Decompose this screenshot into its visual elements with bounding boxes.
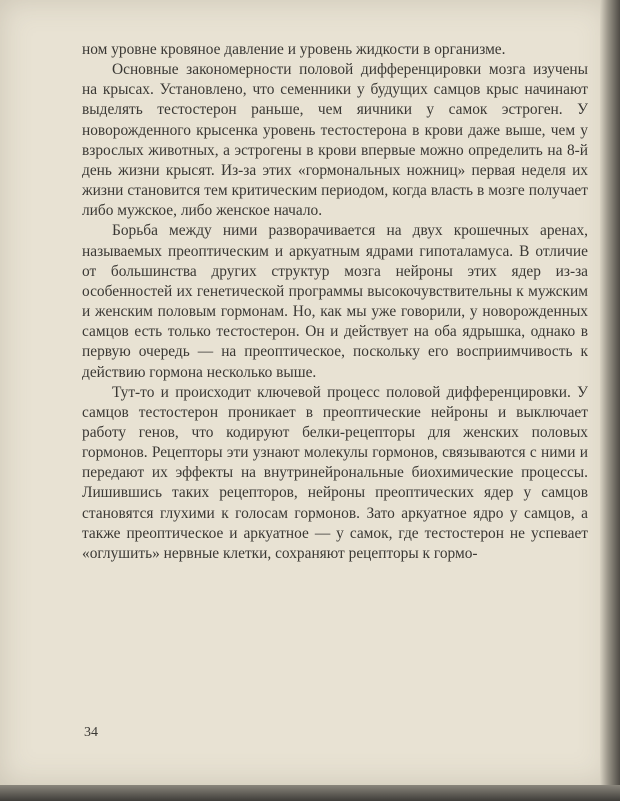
paragraph-3: Борьба между ними разворачивается на двух крошечных аренах, называемых преоптическим и аркуатным ядрами гипоталамуса. В отличие от большинства других структур мозга нейроны этих ядер из-за особенностей их генетической программы высокочувствительны к мужским и женским половым гормонам. Но, как мы уже говорили, у новорожденных самцов есть только тестостерон. Он и действует на оба ядрышка, однако в первую очередь — на преоптическое, поскольку его восприимчивость к действию гормона несколько выше. (82, 222, 588, 381)
paragraph-4: Тут-то и происходит ключевой процесс половой дифференцировки. У самцов тестостерон проникает в преоптические нейроны и выключает работу генов, что кодируют белки-рецепторы для женских половых гормонов. Рецепторы эти узнают молекулы гормонов, связываются с ними и передают их эффекты на внутринейрональные биохимические процессы. Лишившись таких рецепторов, нейроны преоптических ядер у самцов становятся глухими к голосам гормонов. Зато аркуатное ядро у самцов, а также преоптическое и аркуатное — у самок, где тестостерон не успевает «оглушить» нервные клетки, сохраняют рецепторы к гормо- (82, 383, 588, 562)
page-edge-shadow (600, 0, 620, 801)
paragraph-2: Основные закономерности половой дифференцировки мозга изучены на крысах. Установлено, что семенники у будущих самцов крыс начинают выделять тестостерон раньше, чем яичники у самок эстроген. У новорожденного крысенка уровень тестостерона в крови даже выше, чем у взрослых животных, а эстрогены в крови впервые можно определить на 8-й день жизни крысят. Из-за этих «гормональных ножниц» первая неделя их жизни становится тем критическим периодом, когда власть в мозге получает либо мужское, либо женское начало. (82, 61, 588, 220)
paragraph-1: ном уровне кровяное давление и уровень жидкости в организме. (82, 41, 506, 58)
page-number: 34 (84, 725, 98, 740)
body-text (82, 40, 588, 564)
scanner-bottom-edge (0, 785, 620, 801)
